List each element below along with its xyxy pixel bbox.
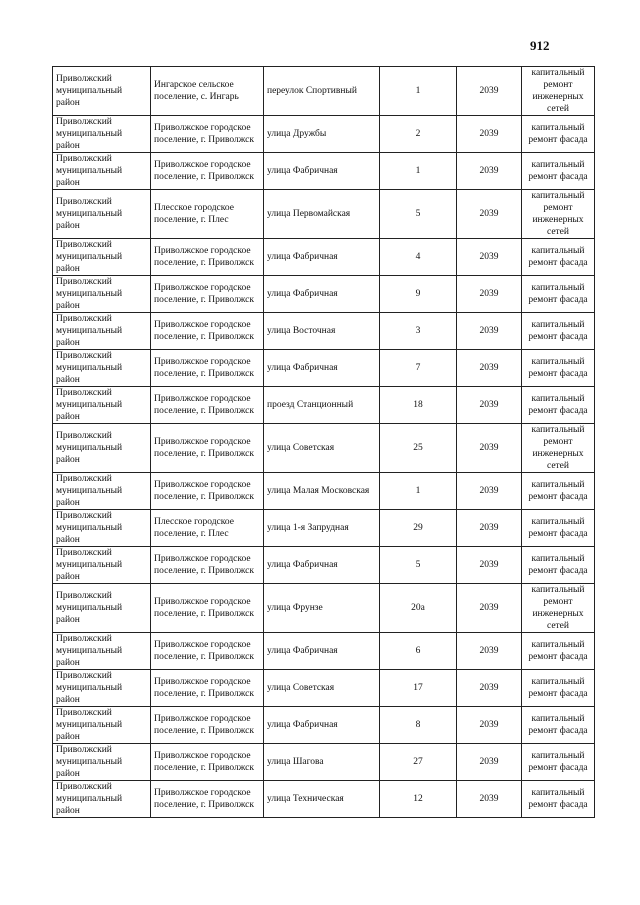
district-cell: Приволжский муниципальный район [53,781,151,818]
work-type-cell: капитальный ремонт инженерных сетей [522,67,595,116]
table-row [53,707,595,744]
street-cell: улица Восточная [264,313,380,350]
work-type-cell: капитальный ремонт фасада [522,153,595,190]
street-cell: улица Фрунзе [264,584,380,633]
year-cell: 2039 [457,387,522,424]
table-row [53,473,595,510]
street-cell: улица Советская [264,670,380,707]
table-row [53,744,595,781]
settlement-cell: Ингарское сельское поселение, с. Ингарь [151,67,264,116]
table-row [53,633,595,670]
house-number-cell: 1 [380,473,457,510]
year-cell: 2039 [457,547,522,584]
year-cell: 2039 [457,473,522,510]
work-type-cell: капитальный ремонт фасада [522,313,595,350]
house-number-cell: 12 [380,781,457,818]
work-type-cell: капитальный ремонт фасада [522,276,595,313]
settlement-cell: Плесское городское поселение, г. Плес [151,510,264,547]
house-number-cell: 8 [380,707,457,744]
table-row [53,510,595,547]
street-cell: улица Шагова [264,744,380,781]
house-number-cell: 20а [380,584,457,633]
house-number-cell: 18 [380,387,457,424]
district-cell: Приволжский муниципальный район [53,744,151,781]
house-number-cell: 27 [380,744,457,781]
table-row [53,153,595,190]
district-cell: Приволжский муниципальный район [53,239,151,276]
year-cell: 2039 [457,67,522,116]
table-row [53,116,595,153]
year-cell: 2039 [457,744,522,781]
house-number-cell: 3 [380,313,457,350]
settlement-cell: Приволжское городское поселение, г. Приволжск [151,744,264,781]
street-cell: улица Техническая [264,781,380,818]
work-type-cell: капитальный ремонт фасада [522,633,595,670]
year-cell: 2039 [457,670,522,707]
year-cell: 2039 [457,190,522,239]
work-type-cell: капитальный ремонт инженерных сетей [522,584,595,633]
district-cell: Приволжский муниципальный район [53,116,151,153]
table-row [53,313,595,350]
year-cell: 2039 [457,707,522,744]
table-row [53,350,595,387]
street-cell: улица Фабричная [264,239,380,276]
table-row [53,67,595,116]
street-cell: улица Советская [264,424,380,473]
year-cell: 2039 [457,781,522,818]
district-cell: Приволжский муниципальный район [53,547,151,584]
settlement-cell: Приволжское городское поселение, г. Приволжск [151,424,264,473]
street-cell: улица Фабричная [264,276,380,313]
district-cell: Приволжский муниципальный район [53,190,151,239]
district-cell: Приволжский муниципальный район [53,313,151,350]
house-number-cell: 7 [380,350,457,387]
settlement-cell: Приволжское городское поселение, г. Приволжск [151,350,264,387]
district-cell: Приволжский муниципальный район [53,387,151,424]
work-type-cell: капитальный ремонт фасада [522,707,595,744]
settlement-cell: Приволжское городское поселение, г. Приволжск [151,547,264,584]
settlement-cell: Приволжское городское поселение, г. Приволжск [151,276,264,313]
district-cell: Приволжский муниципальный район [53,424,151,473]
work-type-cell: капитальный ремонт фасада [522,510,595,547]
house-number-cell: 29 [380,510,457,547]
table-row [53,547,595,584]
work-type-cell: капитальный ремонт фасада [522,744,595,781]
district-cell: Приволжский муниципальный район [53,153,151,190]
table-row [53,276,595,313]
table-row [53,670,595,707]
work-type-cell: капитальный ремонт фасада [522,116,595,153]
settlement-cell: Приволжское городское поселение, г. Приволжск [151,670,264,707]
settlement-cell: Приволжское городское поселение, г. Приволжск [151,153,264,190]
settlement-cell: Приволжское городское поселение, г. Приволжск [151,313,264,350]
year-cell: 2039 [457,510,522,547]
settlement-cell: Приволжское городское поселение, г. Приволжск [151,387,264,424]
table-row [53,387,595,424]
house-number-cell: 17 [380,670,457,707]
table-body [53,67,595,818]
work-type-cell: капитальный ремонт фасада [522,239,595,276]
district-cell: Приволжский муниципальный район [53,67,151,116]
year-cell: 2039 [457,584,522,633]
table-row [53,190,595,239]
year-cell: 2039 [457,276,522,313]
work-type-cell: капитальный ремонт инженерных сетей [522,424,595,473]
house-number-cell: 1 [380,67,457,116]
settlement-cell: Приволжское городское поселение, г. Приволжск [151,473,264,510]
district-cell: Приволжский муниципальный район [53,633,151,670]
repair-schedule-table [52,66,595,818]
district-cell: Приволжский муниципальный район [53,473,151,510]
work-type-cell: капитальный ремонт фасада [522,387,595,424]
settlement-cell: Приволжское городское поселение, г. Приволжск [151,633,264,670]
street-cell: улица Фабричная [264,153,380,190]
table-row [53,239,595,276]
house-number-cell: 9 [380,276,457,313]
work-type-cell: капитальный ремонт фасада [522,670,595,707]
work-type-cell: капитальный ремонт фасада [522,473,595,510]
year-cell: 2039 [457,153,522,190]
street-cell: переулок Спортивный [264,67,380,116]
street-cell: улица 1-я Запрудная [264,510,380,547]
house-number-cell: 2 [380,116,457,153]
house-number-cell: 25 [380,424,457,473]
work-type-cell: капитальный ремонт фасада [522,781,595,818]
year-cell: 2039 [457,633,522,670]
page-number: 912 [530,38,550,53]
work-type-cell: капитальный ремонт фасада [522,350,595,387]
settlement-cell: Приволжское городское поселение, г. Приволжск [151,781,264,818]
table-row [53,781,595,818]
year-cell: 2039 [457,116,522,153]
district-cell: Приволжский муниципальный район [53,510,151,547]
year-cell: 2039 [457,424,522,473]
settlement-cell: Приволжское городское поселение, г. Приволжск [151,116,264,153]
house-number-cell: 6 [380,633,457,670]
street-cell: улица Дружбы [264,116,380,153]
house-number-cell: 5 [380,190,457,239]
settlement-cell: Приволжское городское поселение, г. Приволжск [151,707,264,744]
street-cell: проезд Станционный [264,387,380,424]
settlement-cell: Приволжское городское поселение, г. Приволжск [151,584,264,633]
street-cell: улица Фабричная [264,547,380,584]
street-cell: улица Фабричная [264,350,380,387]
work-type-cell: капитальный ремонт инженерных сетей [522,190,595,239]
year-cell: 2039 [457,239,522,276]
house-number-cell: 5 [380,547,457,584]
year-cell: 2039 [457,350,522,387]
settlement-cell: Приволжское городское поселение, г. Приволжск [151,239,264,276]
street-cell: улица Первомайская [264,190,380,239]
street-cell: улица Фабричная [264,633,380,670]
year-cell: 2039 [457,313,522,350]
street-cell: улица Фабричная [264,707,380,744]
district-cell: Приволжский муниципальный район [53,584,151,633]
work-type-cell: капитальный ремонт фасада [522,547,595,584]
district-cell: Приволжский муниципальный район [53,350,151,387]
street-cell: улица Малая Московская [264,473,380,510]
table-row [53,584,595,633]
settlement-cell: Плесское городское поселение, г. Плес [151,190,264,239]
district-cell: Приволжский муниципальный район [53,276,151,313]
district-cell: Приволжский муниципальный район [53,670,151,707]
house-number-cell: 4 [380,239,457,276]
district-cell: Приволжский муниципальный район [53,707,151,744]
table-row [53,424,595,473]
house-number-cell: 1 [380,153,457,190]
